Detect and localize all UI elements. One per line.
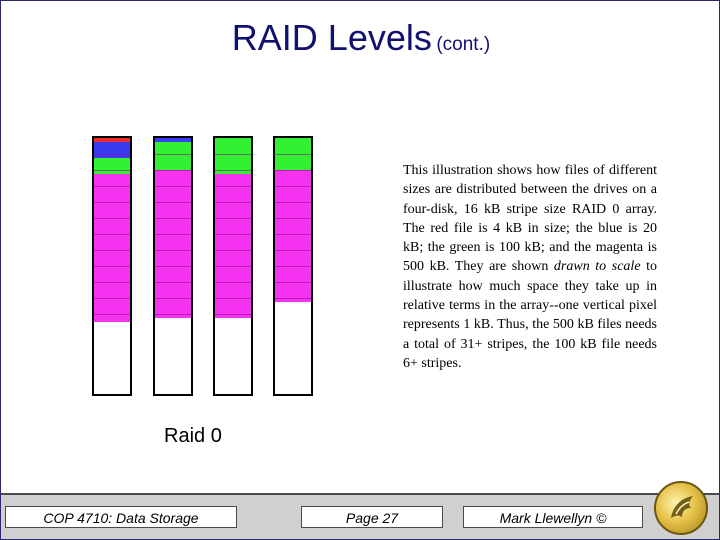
stripe-boundary — [94, 202, 130, 203]
description-emphasis: drawn to scale — [553, 259, 641, 275]
stripe-boundary — [155, 314, 191, 315]
stripe-boundary — [275, 266, 311, 267]
disk-3 — [213, 136, 253, 396]
stripe-boundary — [94, 170, 130, 171]
segment-green — [94, 158, 130, 174]
stripe-boundary — [155, 234, 191, 235]
stripe-boundary — [155, 170, 191, 171]
segment-green — [155, 142, 191, 170]
segment-blue — [94, 142, 130, 158]
diagram-label: Raid 0 — [164, 425, 222, 447]
stripe-boundary — [275, 298, 311, 299]
segment-magenta — [155, 170, 191, 318]
segment-green — [215, 138, 251, 174]
stripe-boundary — [155, 186, 191, 187]
stripe-boundary — [275, 218, 311, 219]
stripe-boundary — [94, 186, 130, 187]
disk-4 — [273, 136, 313, 396]
stripe-boundary — [215, 314, 251, 315]
stripe-boundary — [155, 218, 191, 219]
stripe-boundary — [155, 202, 191, 203]
stripe-boundary — [275, 202, 311, 203]
description-part-2: to illustrate how much space they take up in relative terms in the array--one vertical pixel represents 1 kB. Thus, the 500 kB files needs a total of 31+ stripes, the 100 kB file needs 6+ stripes. — [403, 259, 658, 371]
stripe-boundary — [215, 266, 251, 267]
stripe-boundary — [94, 298, 130, 299]
segment-magenta — [94, 174, 130, 322]
stripe-boundary — [94, 282, 130, 283]
stripe-boundary — [155, 298, 191, 299]
footer-author: Mark Llewellyn © — [463, 506, 643, 528]
stripe-boundary — [215, 298, 251, 299]
stripe-boundary — [215, 234, 251, 235]
stripe-boundary — [94, 154, 130, 155]
slide-title — [1, 17, 720, 59]
stripe-boundary — [155, 154, 191, 155]
stripe-boundary — [215, 186, 251, 187]
stripe-boundary — [275, 154, 311, 155]
stripe-boundary — [155, 250, 191, 251]
stripe-boundary — [275, 250, 311, 251]
stripe-boundary — [275, 170, 311, 171]
stripe-boundary — [94, 314, 130, 315]
stripe-boundary — [215, 202, 251, 203]
title-main: RAID Levels — [231, 17, 432, 58]
stripe-boundary — [215, 218, 251, 219]
footer-course: COP 4710: Data Storage — [5, 506, 237, 528]
stripe-boundary — [215, 170, 251, 171]
disk-2 — [153, 136, 193, 396]
segment-magenta — [215, 174, 251, 318]
title-sub: (cont.) — [436, 34, 491, 55]
stripe-boundary — [94, 250, 130, 251]
stripe-boundary — [275, 186, 311, 187]
stripe-boundary — [94, 218, 130, 219]
disk-1 — [92, 136, 132, 396]
stripe-boundary — [155, 282, 191, 283]
stripe-boundary — [94, 266, 130, 267]
stripe-boundary — [215, 282, 251, 283]
stripe-boundary — [275, 282, 311, 283]
stripe-boundary — [215, 250, 251, 251]
footer-page: Page 27 — [301, 506, 443, 528]
description-part-1: This illustration shows how files of different sizes are distributed between the drives on a four-disk, 16 kB stripe size RAID 0 array. The red file is 4 kB in size; the blue is 20 kB; the green is 100 kB; and the magenta is 500 kB. They are shown — [403, 163, 657, 275]
stripe-boundary — [275, 234, 311, 235]
pegasus-logo-icon — [667, 492, 697, 524]
description-text — [403, 161, 657, 373]
university-logo — [654, 481, 708, 535]
stripe-boundary — [94, 234, 130, 235]
stripe-boundary — [215, 154, 251, 155]
stripe-boundary — [155, 266, 191, 267]
